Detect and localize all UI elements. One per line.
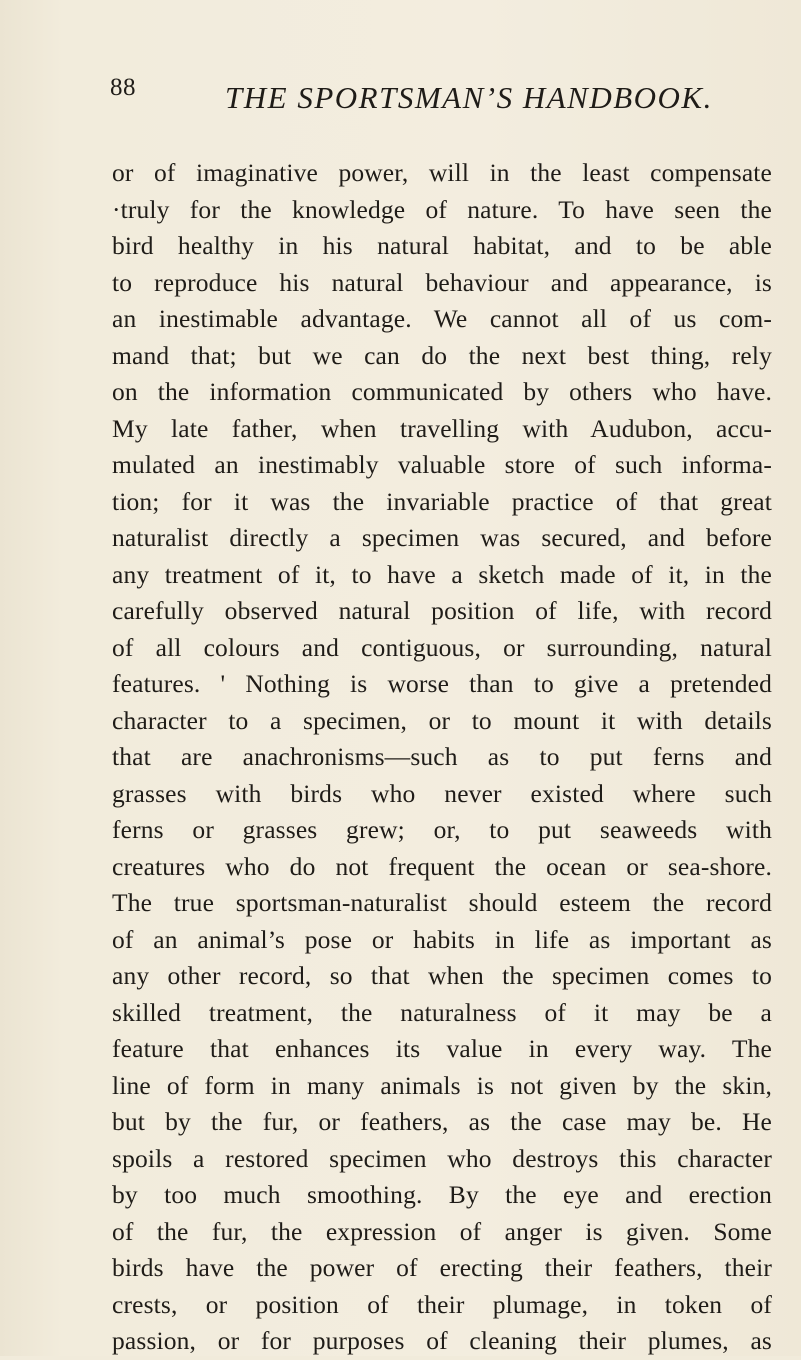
text-line: The true sportsman-naturalist should esteem the record xyxy=(112,888,772,917)
text-line: bird healthy in his natural habitat, and to be able xyxy=(112,231,772,260)
text-line: ·truly for the knowledge of nature. To have seen the xyxy=(112,194,772,224)
text-line: creatures who do not frequent the ocean or sea-shore. xyxy=(112,851,772,881)
text-line: or of imaginative power, will in the least compensate xyxy=(112,158,772,187)
text-line: any treatment of it, to have a sketch made of it, in the xyxy=(112,559,772,589)
text-line: of the fur, the expression of anger is given. Some xyxy=(112,1216,772,1246)
text-line: any other record, so that when the specimen comes to xyxy=(112,961,772,990)
text-line: My late father, when travelling with Audubon, accu- xyxy=(112,413,772,443)
text-line: spoils a restored specimen who destroys this character xyxy=(112,1143,772,1173)
text-line: mulated an inestimably valuable store of such informa- xyxy=(112,450,772,479)
body-text xyxy=(112,155,772,1360)
text-line: naturalist directly a specimen was secured, and before xyxy=(112,523,772,552)
text-line: of an animal’s pose or habits in life as important as xyxy=(112,924,772,954)
text-line: an inestimable advantage. We cannot all of us com- xyxy=(112,304,772,333)
text-line: that are anachronisms—such as to put ferns and xyxy=(112,742,772,771)
text-line: passion, or for purposes of cleaning their plumes, as xyxy=(112,1326,772,1355)
text-line: tion; for it was the invariable practice of that great xyxy=(112,486,772,516)
text-line: to reproduce his natural behaviour and appearance, is xyxy=(112,267,772,297)
page-number: 88 xyxy=(110,74,136,101)
text-line: carefully observed natural position of life, with record xyxy=(112,596,772,625)
text-line: but by the fur, or feathers, as the case may be. He xyxy=(112,1107,772,1136)
text-line: skilled treatment, the naturalness of it may be a xyxy=(112,997,772,1027)
page-header xyxy=(0,70,801,120)
text-line: on the information communicated by others who have. xyxy=(112,377,772,406)
text-line: mand that; but we can do the next best thing, rely xyxy=(112,340,772,370)
text-line: grasses with birds who never existed where such xyxy=(112,778,772,808)
text-line: character to a specimen, or to mount it with details xyxy=(112,705,772,735)
text-line: features. ' Nothing is worse than to give a pretended xyxy=(112,669,772,698)
running-head: THE SPORTSMAN’S HANDBOOK. xyxy=(225,80,713,115)
text-line: line of form in many animals is not given by the skin, xyxy=(112,1070,772,1100)
text-line: crests, or position of their plumage, in token of xyxy=(112,1289,772,1319)
text-line: feature that enhances its value in every way. The xyxy=(112,1034,772,1063)
text-line: of all colours and contiguous, or surrounding, natural xyxy=(112,632,772,662)
text-line: ferns or grasses grew; or, to put seaweeds with xyxy=(112,815,772,844)
text-line: birds have the power of erecting their feathers, their xyxy=(112,1253,772,1282)
text-line: by too much smoothing. By the eye and erection xyxy=(112,1180,772,1209)
